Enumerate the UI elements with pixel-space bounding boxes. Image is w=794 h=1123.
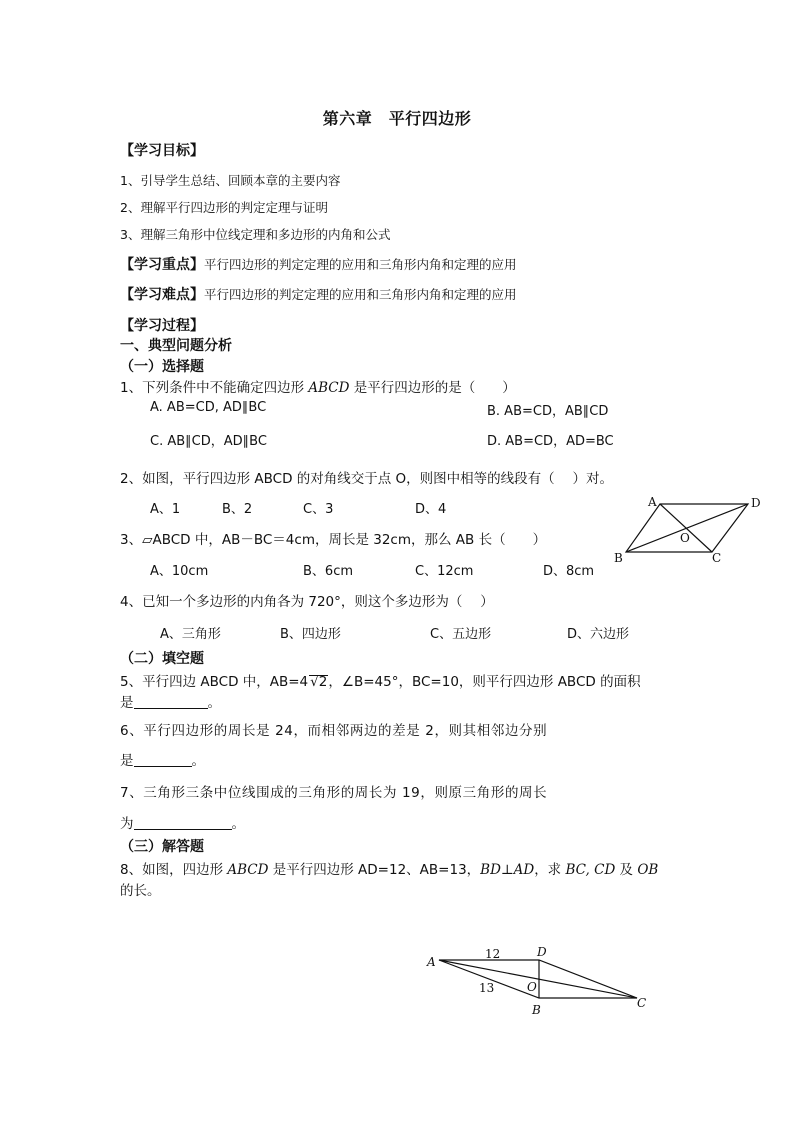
q8-var-cd: CD [594, 862, 616, 878]
part1-heading: 一、典型问题分析 [120, 338, 232, 354]
question-6-line2 [120, 749, 205, 769]
question-5-line2 [120, 691, 221, 711]
question-8 [120, 858, 658, 878]
q2-option-a: A、1 [150, 502, 181, 517]
q8-sep: , [585, 862, 595, 878]
question-5 [120, 670, 641, 690]
question-8-line2: 的长。 [120, 883, 161, 899]
q1-option-d: D. AB=CD，AD=BC [487, 434, 614, 449]
goal-item-1: 1、引导学生总结、回顾本章的主要内容 [120, 173, 341, 188]
q7-answer-blank[interactable] [134, 817, 232, 830]
question-6: 6、平行四边形的周长是 24，而相邻两边的差是 2，则其相邻边分别 [120, 723, 548, 739]
q3-option-a: A、10cm [150, 564, 209, 579]
q7-line2-prefix: 为 [120, 816, 134, 832]
question-2: 2、如图，平行四边形 ABCD 的对角线交于点 O，则图中相等的线段有（ ）对。 [120, 471, 613, 487]
q8-var-ob: OB [637, 862, 659, 878]
q3-number: 3、 [120, 532, 143, 548]
question-7-line2 [120, 812, 245, 832]
q5-end: 。 [207, 695, 221, 711]
q3-option-d: D、8cm [543, 564, 595, 579]
q1-pre: 1、下列条件中不能确定四边形 [120, 380, 309, 396]
q1-option-a: A. AB=CD, AD∥BC [150, 400, 267, 415]
sqrt-symbol: √2 [310, 674, 328, 690]
process-heading: 【学习过程】 [120, 318, 204, 334]
fig2-diagonal-ac [439, 960, 637, 998]
q5-pre: 5、平行四边 ABCD 中，AB=4 [120, 674, 309, 690]
fig2-label-b: B [532, 1003, 541, 1017]
parallelogram-figure-2 [425, 944, 665, 1019]
fig2-label-o: O [527, 980, 537, 994]
question-3 [120, 528, 546, 548]
key-point-label: 【学习重点】 [120, 257, 204, 273]
key-point [120, 254, 517, 274]
goal-item-3: 3、理解三角形中位线定理和多边形的内角和公式 [120, 227, 391, 242]
parallelogram-figure-1 [612, 490, 772, 574]
q4-option-a: A、三角形 [160, 627, 221, 642]
difficult-point [120, 284, 517, 304]
q3-text: ABCD 中，AB－BC＝4cm，周长是 32cm，那么 AB 长（ ） [152, 532, 547, 548]
q2-option-b: B、2 [222, 502, 253, 517]
q2-option-d: D、4 [415, 502, 447, 517]
q8-and: 及 [615, 862, 638, 878]
parallelogram-symbol-icon: ▱ [142, 532, 153, 548]
q8-var-bc: BC [565, 862, 586, 878]
fig2-length-ab: 13 [479, 981, 495, 995]
fig1-label-a: A [648, 495, 657, 509]
q5-radicand: 2 [318, 674, 328, 690]
fig2-length-ad: 12 [485, 947, 501, 961]
question-7: 7、三角形三条中位线围成的三角形的周长为 19，则原三角形的周长 [120, 785, 548, 801]
fig2-label-c: C [637, 996, 647, 1010]
fig2-label-a: A [427, 955, 436, 969]
q5-line2-prefix: 是 [120, 695, 134, 711]
q8-var-perp: BD⊥AD [480, 862, 535, 878]
difficult-point-label: 【学习难点】 [120, 287, 204, 303]
question-1 [120, 376, 516, 396]
q1-var: ABCD [308, 380, 350, 396]
fig1-label-d: D [751, 496, 761, 510]
fill-heading: （二）填空题 [120, 651, 204, 667]
q1-option-c: C. AB∥CD，AD∥BC [150, 434, 267, 449]
goals-heading: 【学习目标】 [120, 143, 204, 159]
q8-var-abcd: ABCD [227, 862, 269, 878]
page-title: 第六章 平行四边形 [322, 109, 472, 128]
q1-option-b: B. AB=CD，AB∥CD [487, 404, 609, 419]
difficult-point-text: 平行四边形的判定定理的应用和三角形内角和定理的应用 [204, 287, 517, 302]
q3-option-c: C、12cm [415, 564, 474, 579]
q1-post: 是平行四边形的是（ ） [349, 380, 516, 396]
q2-option-c: C、3 [303, 502, 334, 517]
q4-option-b: B、四边形 [280, 627, 341, 642]
fig1-label-o: O [680, 531, 690, 545]
q5-answer-blank[interactable] [134, 696, 208, 709]
goal-item-2: 2、理解平行四边形的判定定理与证明 [120, 200, 328, 215]
q8-mid2: ，求 [534, 862, 566, 878]
fig1-label-b: B [614, 551, 623, 565]
q6-end: 。 [191, 753, 205, 769]
q8-mid: 是平行四边形 AD=12、AB=13， [268, 862, 481, 878]
q6-line2-prefix: 是 [120, 753, 134, 769]
key-point-text: 平行四边形的判定定理的应用和三角形内角和定理的应用 [204, 257, 517, 272]
q5-post: ，∠B=45°，BC=10，则平行四边形 ABCD 的面积 [328, 674, 641, 690]
q8-pre: 8、如图，四边形 [120, 862, 228, 878]
q4-option-d: D、六边形 [567, 627, 630, 642]
q4-option-c: C、五边形 [430, 627, 492, 642]
solve-heading: （三）解答题 [120, 839, 204, 855]
fig1-label-c: C [712, 551, 722, 565]
question-4: 4、已知一个多边形的内角各为 720°，则这个多边形为（ ） [120, 594, 494, 610]
fig2-label-d: D [537, 945, 547, 959]
q6-answer-blank[interactable] [134, 754, 192, 767]
q7-end: 。 [231, 816, 245, 832]
q3-option-b: B、6cm [303, 564, 354, 579]
choice-heading: （一）选择题 [120, 359, 204, 375]
